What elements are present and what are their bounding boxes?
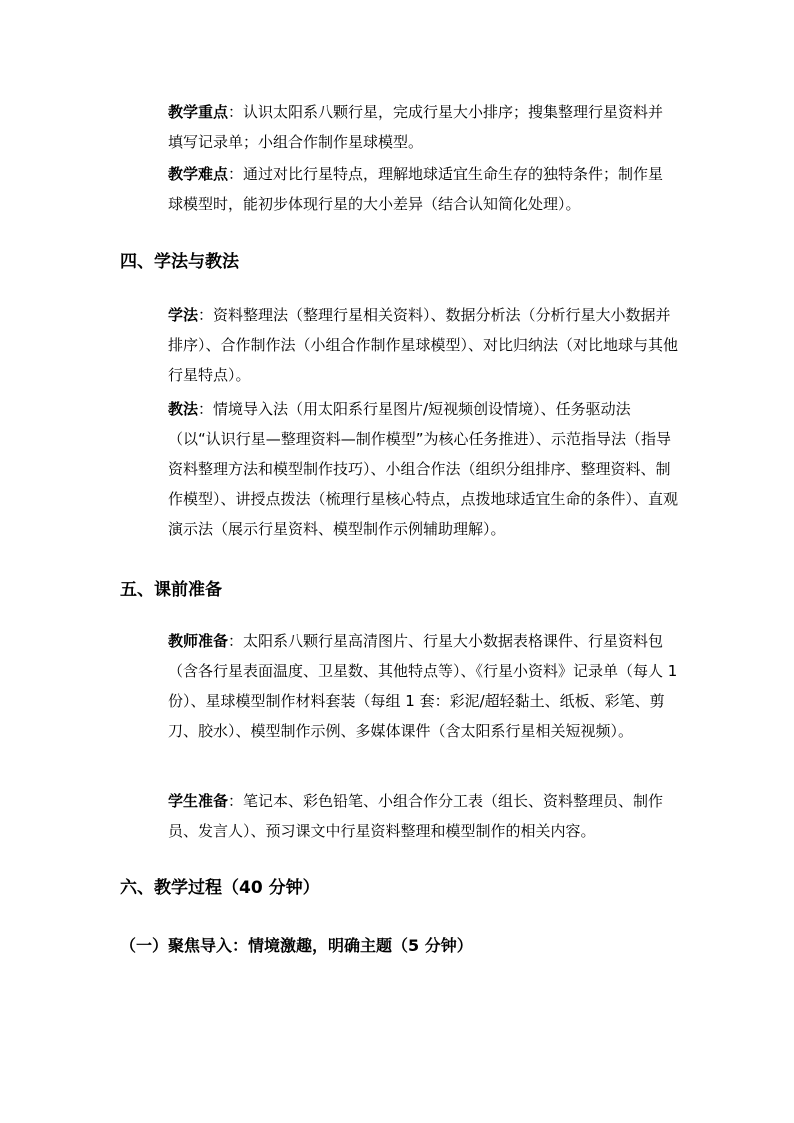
teaching-methods-label: 教法 [168, 400, 199, 418]
difficulties-label: 教学难点 [168, 165, 229, 183]
section4-heading: 四、学法与教法 [120, 252, 239, 272]
student-prep-paragraph [168, 786, 678, 846]
teaching-methods-text: ：情境导入法（用太阳系行星图片/短视频创设情境）、任务驱动法（以“认识行星—整理资料—制作模型”为核心任务推进）、示范指导法（指导资料整理方法和模型制作技巧）、小组合作法（组织分组排序、整理资料、制作模型）、讲授点拨法（梳理行星核心特点，点拨地球适宜生命的条件）、直观演示法（展示行星资料、模型制作示例辅助理解）。 [168, 400, 679, 538]
section5-heading: 五、课前准备 [120, 580, 222, 600]
student-prep-text: ：笔记本、彩色铅笔、小组合作分工表（组长、资料整理员、制作员、发言人）、预习课文中行星资料整理和模型制作的相关内容。 [168, 792, 664, 840]
key-points-paragraph [168, 97, 678, 157]
difficulties-paragraph [168, 159, 678, 219]
key-points-text: ：认识太阳系八颗行星，完成行星大小排序；搜集整理行星资料并填写记录单；小组合作制作星球模型。 [168, 103, 664, 151]
section6-heading: 六、教学过程（40 分钟） [120, 878, 320, 898]
learning-methods-text: ：资料整理法（整理行星相关资料）、数据分析法（分析行星大小数据并排序）、合作制作法（小组合作制作星球模型）、对比归纳法（对比地球与其他行星特点）。 [168, 306, 679, 384]
difficulties-text: ：通过对比行星特点，理解地球适宜生命生存的独特条件；制作星球模型时，能初步体现行星的大小差异（结合认知简化处理）。 [168, 165, 664, 213]
teacher-prep-label: 教师准备 [168, 632, 229, 650]
section6-sub1-heading: （一）聚焦导入：情境激趣，明确主题（5 分钟） [120, 936, 473, 955]
key-points-label: 教学重点 [168, 103, 229, 121]
teacher-prep-text: ：太阳系八颗行星高清图片、行星大小数据表格课件、行星资料包（含各行星表面温度、卫星数、其他特点等）、《行星小资料》记录单（每人 1 份）、星球模型制作材料套装（每组 1 套：彩泥/超轻黏土、纸板、彩笔、剪刀、胶水）、模型制作示例、多媒体课件（含太阳系行星相关短视频）。 [168, 632, 678, 740]
learning-methods-label: 学法 [168, 306, 199, 324]
learning-methods-paragraph [168, 300, 678, 390]
student-prep-label: 学生准备 [168, 792, 229, 810]
teaching-methods-paragraph [168, 394, 678, 544]
teacher-prep-paragraph [168, 626, 678, 746]
